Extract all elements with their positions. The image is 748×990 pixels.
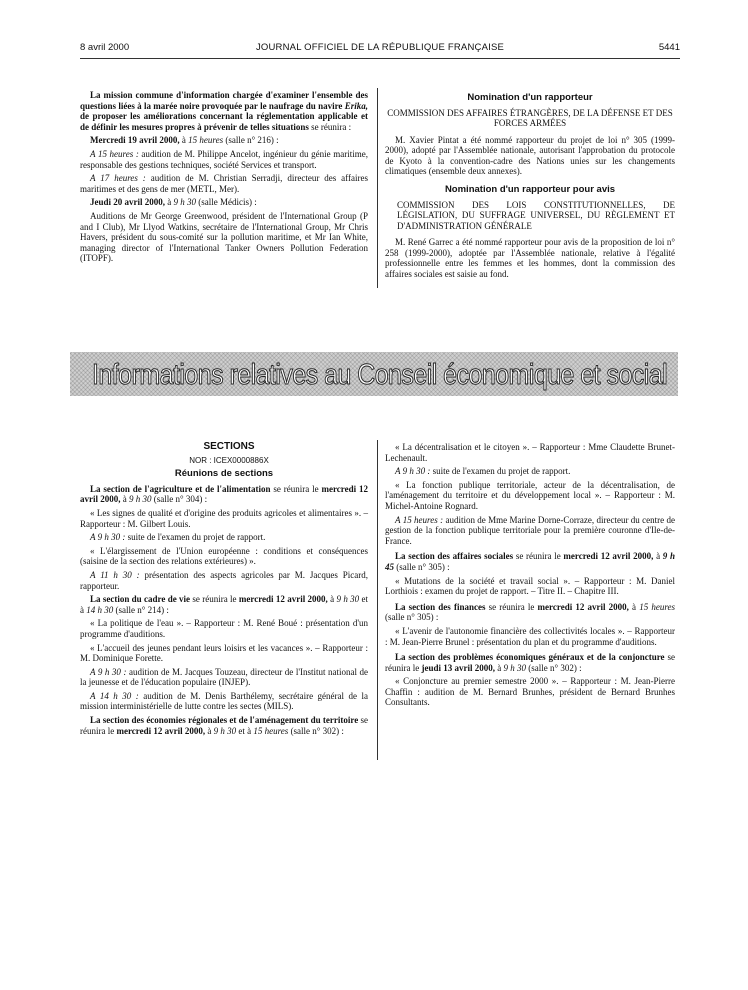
banner-title: Informations relatives au Conseil économique et social bbox=[92, 359, 668, 391]
hearing-1-text: audition de M. Philippe Ancelot, ingénieur du génie maritime, responsable des gestions techniques, société Services et transport. bbox=[80, 148, 368, 170]
sociales-room: (salle n° 305) : bbox=[396, 561, 450, 572]
cadre-item-3-time: A 9 h 30 : bbox=[90, 666, 127, 677]
hearing-1-time: A 15 heures : bbox=[90, 148, 139, 159]
finances-verb: se réunira le bbox=[488, 601, 535, 612]
commission-lois: COMMISSION DES LOIS CONSTITUTIONNELLES, DE LÉGISLATION, DU SUFFRAGE UNIVERSEL, DU RÈGLEMENT ET D'ADMINISTRATION GÉNÉRALE bbox=[397, 199, 675, 231]
cadre-section bbox=[80, 594, 368, 615]
agriculture-time: 9 h 30 bbox=[129, 494, 152, 505]
mission-intro bbox=[80, 90, 368, 132]
economies-room: (salle n° 302) : bbox=[290, 725, 344, 736]
conjoncture-date: jeudi 13 avril 2000, bbox=[421, 662, 495, 673]
sociales-at: à bbox=[656, 551, 661, 562]
sociales-verb: se réunira le bbox=[515, 551, 561, 562]
agriculture-verb: se réunira le bbox=[273, 483, 319, 494]
nomination-text-2: M. René Garrec a été nommé rapporteur pour avis de la proposition de loi n° 258 (1999-2000), adoptée par l'Assemblée nationale, relative à l'égalité professionnelle entre les femmes et les hommes, dont la commission des affaires sociales est saisie au fond. bbox=[385, 237, 675, 279]
mission-column bbox=[80, 90, 368, 267]
cadre-room: (salle n° 214) : bbox=[115, 604, 169, 615]
agriculture-room: (salle n° 304) : bbox=[153, 494, 208, 505]
economies-at: à bbox=[207, 725, 212, 736]
column-divider-top bbox=[377, 88, 378, 288]
agriculture-section bbox=[80, 484, 368, 505]
cadre-item-4-text: audition de M. Denis Barthélemy, secrétaire général de la mission interministérielle de lutte contre les sectes (MILS). bbox=[80, 690, 368, 712]
sections-column-right bbox=[385, 442, 675, 711]
mission-intro-text-2: de proposer les améliorations concernant la réglementation applicable et de définir les mesures propres à prévenir de telles situations bbox=[80, 111, 368, 132]
cadre-item-1: « La politique de l'eau ». – Rapporteur : M. René Boué : présentation d'un programme d'auditions. bbox=[80, 618, 368, 639]
reunions-heading: Réunions de sections bbox=[174, 468, 274, 480]
cadre-item-2: « L'accueil des jeunes pendant leurs loisirs et les vacances ». – Rapporteur : M. Dominique Forette. bbox=[80, 642, 368, 664]
conjoncture-title: La section des problèmes économiques généraux et de la conjoncture bbox=[395, 652, 665, 663]
column-divider-bottom bbox=[377, 440, 378, 760]
sections-heading: SECTIONS bbox=[203, 441, 255, 452]
day2-at: à bbox=[167, 197, 172, 208]
agri-item-2 bbox=[80, 532, 368, 543]
agri-item-1: « Les signes de qualité et d'origine des produits agricoles et alimentaires ». – Rapporteur : M. Gilbert Louis. bbox=[80, 507, 368, 529]
agri-item-3: « L'élargissement de l'Union européenne : conditions et conséquences (saisine de la section des relations extérieures) ». bbox=[80, 545, 368, 567]
cadre-item-3-text: audition de M. Jacques Touzeau, directeur de l'Institut national de la jeunesse et de l'éducation populaire (INJEP). bbox=[80, 666, 368, 688]
sociales-title: La section des affaires sociales bbox=[395, 551, 514, 562]
sociales-time: 9 h 45 bbox=[385, 551, 675, 572]
agri-item-4-text: présentation des aspects agricoles par M. Jacques Picard, rapporteur. bbox=[80, 569, 369, 591]
eco-item-4 bbox=[385, 515, 675, 547]
agri-item-2-text: suite de l'examen du projet de rapport. bbox=[127, 532, 266, 543]
journal-title: JOURNAL OFFICIEL DE LA RÉPUBLIQUE FRANÇAISE bbox=[255, 42, 505, 53]
finances-room: (salle n° 305) : bbox=[385, 612, 439, 623]
economies-time: 9 h 30 bbox=[213, 725, 237, 736]
sections-column bbox=[80, 442, 368, 739]
conjoncture-section bbox=[385, 652, 675, 673]
hearing-1 bbox=[80, 149, 368, 170]
eco-item-2 bbox=[385, 466, 675, 477]
eco-item-1: « La décentralisation et le citoyen ». – Rapporteur : Mme Claudette Brunet-Lechenault. bbox=[385, 442, 675, 463]
finances-at: à bbox=[632, 601, 637, 612]
agriculture-date: mercredi 12 avril 2000, bbox=[80, 483, 369, 505]
economies-time-2: 15 heures bbox=[253, 725, 289, 736]
economies-and: et à bbox=[238, 725, 252, 736]
finances-item-1: « L'avenir de l'autonomie financière des collectivités locales ». – Rapporteur : M. Jean-Pierre Brunel : présentation du plan et du programme d'auditions. bbox=[385, 625, 675, 647]
cadre-title: La section du cadre de vie bbox=[90, 594, 191, 605]
cadre-verb: se réunira le bbox=[192, 594, 237, 605]
sociales-item-1: « Mutations de la société et travail social ». – Rapporteur : M. Daniel Lorthiois : examen du projet de rapport. – Titre II. – Chapitre III. bbox=[385, 575, 675, 597]
header-rule bbox=[80, 58, 680, 59]
nor-reference: NOR : ICEX0000886X bbox=[189, 455, 269, 465]
conjoncture-room: (salle n° 302) : bbox=[528, 662, 582, 673]
agriculture-at: à bbox=[122, 494, 127, 505]
eco-item-4-time: A 15 heures : bbox=[395, 514, 444, 525]
conjoncture-time: 9 h 30 bbox=[503, 662, 526, 673]
economies-verb: se réunira le bbox=[80, 715, 369, 736]
economies-title: La section des économies régionales et de l'aménagement du territoire bbox=[90, 715, 359, 726]
day1-date: Mercredi 19 avril 2000, bbox=[90, 135, 180, 146]
nomination-text-1: M. Xavier Pintat a été nommé rapporteur du projet de loi n° 305 (1999-2000), adopté par l'Assemblée nationale, autorisant l'approbation du protocole de Kyoto à la convention-cadre des Nations unies sur les changements climatiques (ensemble deux annexes). bbox=[385, 134, 675, 177]
conjoncture-item-1: « Conjoncture au premier semestre 2000 ». – Rapporteur : M. Jean-Pierre Chaffin : audition de M. Bernard Brunhes, président de Bernard Brunhes Consultants. bbox=[385, 676, 675, 708]
rapporteur-column bbox=[385, 90, 675, 282]
cadre-date: mercredi 12 avril 2000, bbox=[238, 594, 328, 605]
day1-time: 15 heures bbox=[188, 135, 224, 146]
eco-item-4-text: audition de Mme Marine Dorne-Corraze, directeur du centre de gestion de la fonction publique territoriale pour la première couronne d'Ile-de-France. bbox=[385, 514, 676, 546]
finances-date: mercredi 12 avril 2000, bbox=[537, 601, 629, 612]
header-date: 8 avril 2000 bbox=[80, 42, 130, 53]
finances-title: La section des finances bbox=[395, 601, 486, 612]
day2-line bbox=[80, 197, 368, 208]
cadre-at: à bbox=[330, 594, 335, 605]
eco-item-3: « La fonction publique territoriale, acteur de la décentralisation, de l'aménagement du territoire et du développement local ». – Rapporteur : M. Michel-Antoine Rognard. bbox=[385, 479, 675, 511]
hearing-2-text: audition de M. Christian Serradji, directeur des affaires maritimes et des gens de mer (METL, Mer). bbox=[80, 173, 368, 194]
economies-date: mercredi 12 avril 2000, bbox=[116, 725, 206, 736]
page-number: 5441 bbox=[658, 42, 680, 53]
economies-section bbox=[80, 715, 368, 736]
agri-item-2-time: A 9 h 30 : bbox=[90, 532, 126, 543]
hearing-3: Auditions de Mr George Greenwood, président de l'International Group (P and I Club), Mr Llyod Watkins, secrétaire de l'International Group, Mr Chris Havers, président du sous-comité sur la pollution maritime, et Mr Ian White, managing director of l'International Tanker Owners Pollution Federation (ITOPF). bbox=[80, 210, 368, 264]
hearing-2 bbox=[80, 173, 368, 194]
ship-name: Erika, bbox=[344, 100, 368, 111]
eco-item-2-time: A 9 h 30 : bbox=[395, 466, 431, 477]
mission-intro-text: La mission commune d'information chargée d'examiner l'ensemble des questions liées à la marée noire provoquée par le naufrage du navire bbox=[80, 90, 368, 111]
heading-nomination-avis: Nomination d'un rapporteur pour avis bbox=[444, 183, 616, 195]
agri-item-4 bbox=[80, 570, 368, 591]
mission-intro-end: se réunira : bbox=[311, 121, 352, 132]
hearing-2-time: A 17 heures : bbox=[90, 173, 146, 184]
cadre-item-3 bbox=[80, 667, 368, 688]
conjoncture-at: à bbox=[497, 662, 502, 673]
sociales-date: mercredi 12 avril 2000, bbox=[563, 551, 654, 562]
day1-line bbox=[80, 135, 368, 146]
day1-at: à bbox=[181, 135, 186, 146]
cadre-item-4 bbox=[80, 691, 368, 712]
agri-item-4-time: A 11 h 30 : bbox=[90, 569, 140, 580]
day1-room: (salle n° 216) : bbox=[225, 135, 279, 146]
day2-time: 9 h 30 bbox=[173, 197, 197, 208]
page-header bbox=[80, 42, 680, 58]
finances-time: 15 heures bbox=[639, 601, 676, 612]
heading-nomination: Nomination d'un rapporteur bbox=[467, 92, 593, 103]
section-banner bbox=[70, 352, 678, 396]
finances-section bbox=[385, 602, 675, 623]
cadre-and: et à bbox=[80, 594, 369, 615]
eco-item-2-text: suite de l'examen du projet de rapport. bbox=[432, 466, 571, 477]
day2-date: Jeudi 20 avril 2000, bbox=[90, 197, 166, 208]
cadre-time-2: 14 h 30 bbox=[86, 604, 114, 615]
agriculture-title: La section de l'agriculture et de l'alimentation bbox=[90, 483, 271, 494]
conjoncture-verb: se réunira le bbox=[385, 652, 675, 673]
cadre-item-4-time: A 14 h 30 : bbox=[90, 690, 139, 701]
day2-room: (salle Médicis) : bbox=[198, 197, 257, 208]
sociales-section bbox=[385, 551, 675, 572]
commission-foreign-affairs: COMMISSION DES AFFAIRES ÉTRANGÈRES, DE LA DÉFENSE ET DES FORCES ARMÉES bbox=[387, 107, 673, 129]
cadre-time: 9 h 30 bbox=[336, 594, 360, 605]
